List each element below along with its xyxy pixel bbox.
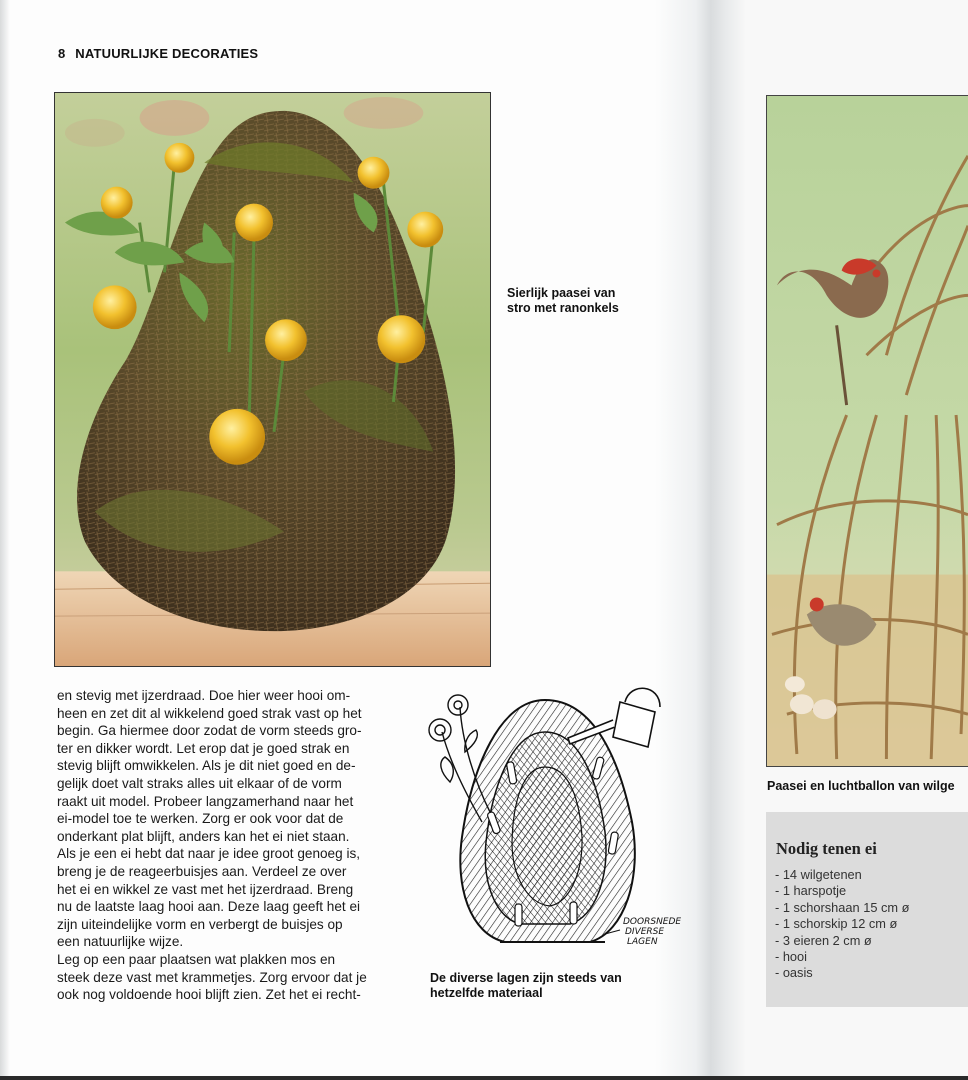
text-line: nu de laatste laag hooi aan. Deze laag geeft het ei — [57, 899, 361, 915]
cross-section-sketch — [420, 672, 682, 957]
scan-bottom-edge — [0, 1076, 968, 1080]
wicker-balloon-illustration — [767, 96, 968, 766]
text-line: stevig blijft omwikkelen. Als je dit niet goed en de- — [57, 758, 356, 774]
text-line: steek deze vast met krammetjes. Zorg ervoor dat je — [57, 969, 367, 985]
materials-box — [766, 812, 968, 1007]
text-line: een natuurlijke wijze. — [57, 934, 184, 950]
material-item: - 14 wilgetenen — [775, 867, 862, 882]
material-item: - 1 harspotje — [775, 883, 847, 899]
text-line: heen en zet dit al wikkelend goed strak vast op het — [57, 705, 362, 721]
right-photo-caption: Paasei en luchtballon van wilge — [767, 779, 955, 793]
sketch-label-line: DOORSNEDE — [623, 917, 682, 927]
materials-title: Nodig tenen ei — [776, 839, 877, 858]
text-line: Leg op een paar plaatsen wat plakken mos en — [57, 951, 336, 967]
instructions-text — [57, 687, 407, 1004]
text-line: breng je de reageerbuisjes aan. Verdeel ze over — [57, 863, 347, 879]
material-item: - 1 schorshaan 15 cm ø — [775, 899, 910, 915]
easter-egg-photo — [54, 92, 491, 667]
text-line: ter en dikker wordt. Let erop dat je goed strak en — [57, 740, 350, 756]
page-edge-shadow — [0, 0, 10, 1080]
text-line: ei-model toe te werken. Zorg er ook voor dat de — [57, 811, 344, 827]
cross-section-drawing — [420, 672, 682, 957]
sketch-caption: De diverse lagen zijn steeds van hetzelfde materiaal — [430, 971, 622, 1000]
text-line: en stevig met ijzerdraad. Doe hier weer hooi om- — [57, 688, 351, 703]
text-line: zijn uiteindelijke vorm en verbergt de buisjes op — [57, 916, 343, 932]
text-line: raakt uit model. Probeer langzamerhand naar het — [57, 793, 354, 809]
material-item: - oasis — [775, 965, 813, 981]
text-line: het ei en wikkel ze vast met het ijzerdraad. Breng — [57, 881, 354, 897]
page-header — [58, 46, 258, 61]
materials-list — [775, 867, 909, 982]
text-line: onderkant plat blijft, anders kan het ei niet staan. — [57, 828, 350, 844]
wicker-balloon-photo — [766, 95, 968, 767]
page-number: 8 — [58, 46, 66, 61]
sketch-label — [623, 917, 681, 947]
text-line: gelijk doet valt straks alles uit elkaar of de vorm — [57, 775, 342, 791]
sketch-label-line: DIVERSE — [625, 927, 665, 937]
text-line: begin. Ga hiermee door zodat de vorm steeds gro- — [57, 723, 362, 739]
material-item: - 3 eieren 2 cm ø — [775, 932, 872, 948]
text-line: ook nog voldoende hooi blijft zien. Zet het ei recht- — [57, 987, 361, 1003]
easter-egg-photo-illustration — [55, 93, 490, 666]
sketch-label-line: LAGEN — [627, 937, 658, 947]
material-item: - 1 schorskip 12 cm ø — [775, 916, 898, 932]
section-title: NATUURLIJKE DECORATIES — [75, 46, 259, 61]
material-item: - hooi — [775, 949, 808, 965]
main-photo-caption: Sierlijk paasei van stro met ranonkels — [507, 286, 619, 315]
text-line: Als je een ei hebt dat naar je idee groot genoeg is, — [57, 846, 361, 862]
